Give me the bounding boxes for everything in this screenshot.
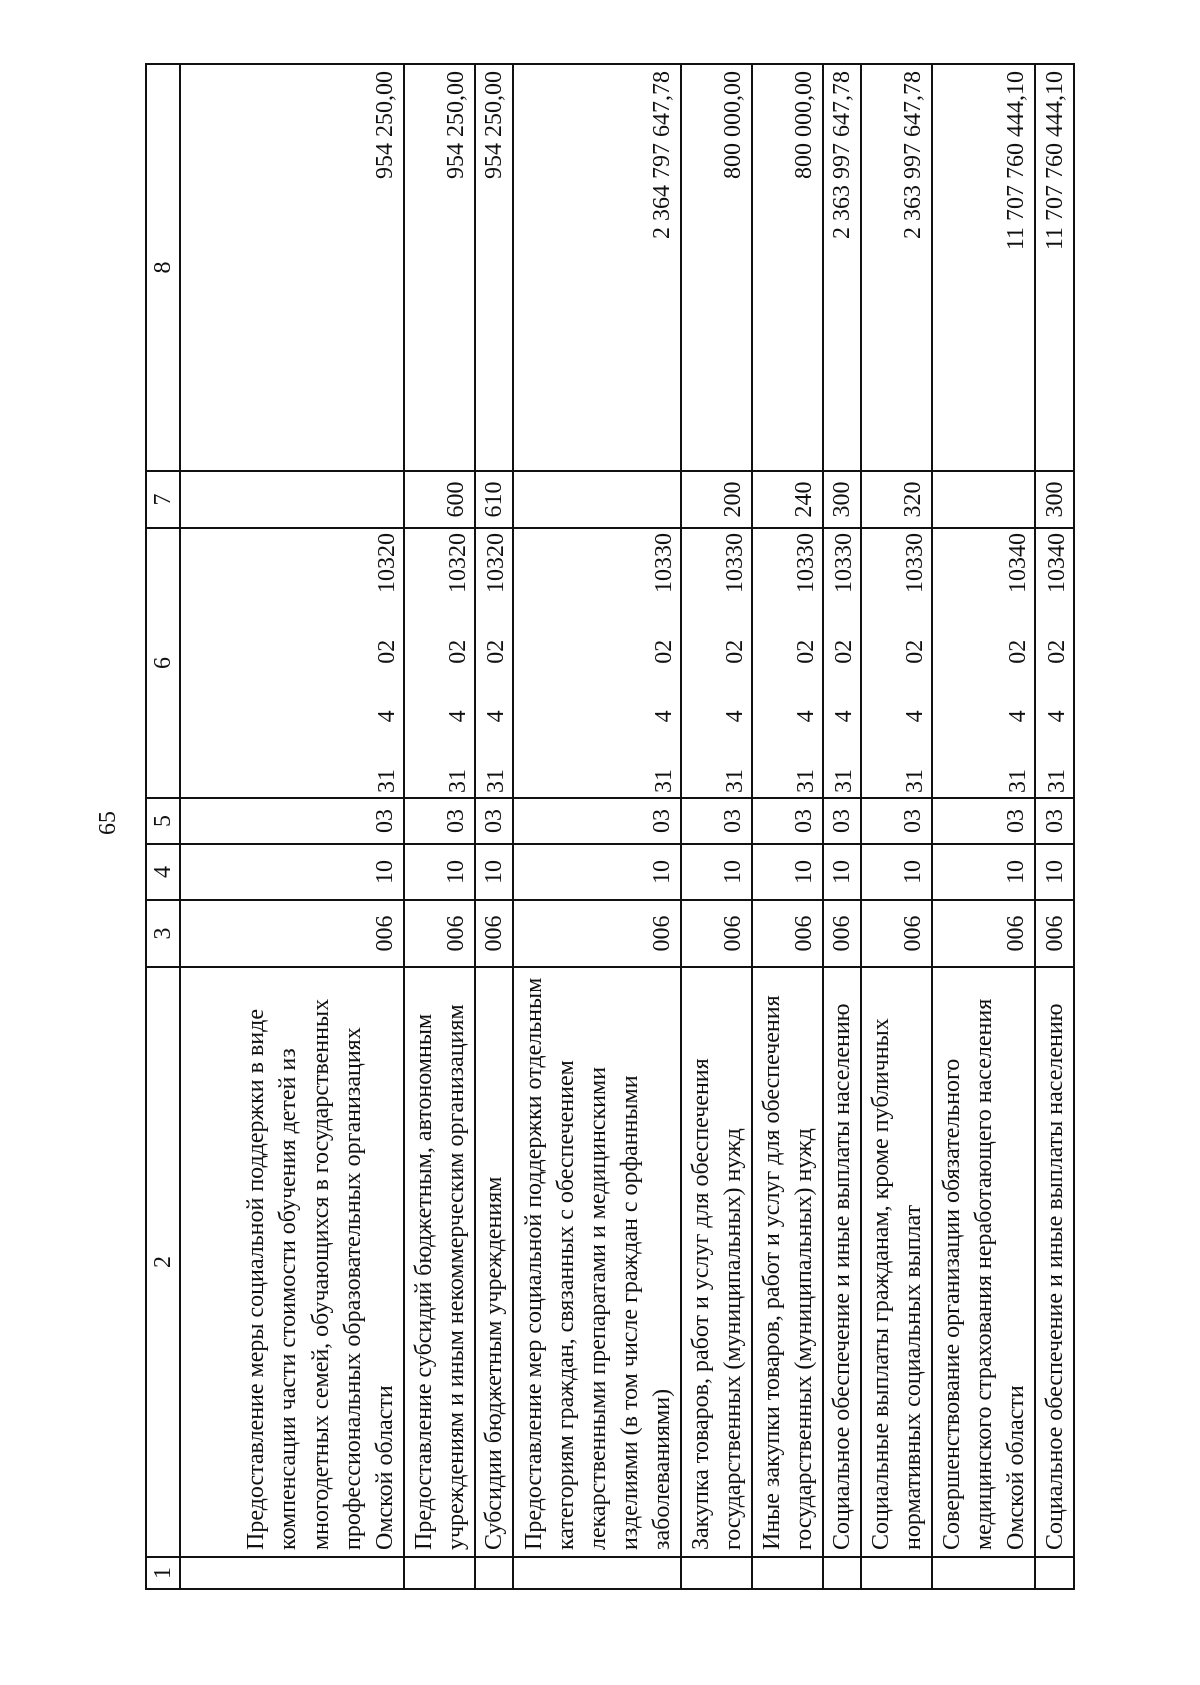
target-code-part: 10330 — [722, 533, 749, 594]
target-code-cell — [1035, 528, 1074, 798]
target-code-cell — [475, 528, 513, 798]
amount-cell: 2 363 997 647,78 — [823, 64, 861, 471]
table-header-row — [146, 64, 180, 1589]
code-cell-4: 10 — [475, 844, 513, 900]
row-number-cell — [823, 1557, 861, 1589]
code-cell-4: 10 — [404, 844, 475, 900]
amount-cell: 800 000,00 — [681, 64, 752, 471]
target-code-part: 02 — [483, 639, 510, 664]
code-cell-3: 006 — [861, 900, 932, 967]
expense-type-cell: 240 — [752, 471, 823, 528]
target-code-part: 4 — [792, 710, 819, 723]
amount-cell: 800 000,00 — [752, 64, 823, 471]
row-number-cell — [475, 1557, 513, 1589]
target-code-part: 02 — [902, 639, 929, 664]
header-cell-2: 2 — [146, 967, 180, 1557]
expense-type-cell: 200 — [681, 471, 752, 528]
target-code-part: 10330 — [651, 533, 678, 594]
description-cell: Предоставление мер социальной поддержки отдельным категориям граждан, связанных с обеспечением лекарственными препаратами и медицинскими изделиями (в том числе граждан с орфанными заболеваниями) — [513, 967, 681, 1557]
target-code-part: 10320 — [444, 533, 471, 594]
page-number: 65 — [95, 811, 121, 835]
target-code-part: 31 — [1043, 769, 1070, 793]
target-code-part: 10340 — [1043, 533, 1070, 594]
code-cell-3: 006 — [823, 900, 861, 967]
table-row — [475, 64, 513, 1589]
row-number-cell — [404, 1557, 475, 1589]
target-code-cell — [513, 528, 681, 798]
budget-table — [145, 63, 1075, 1590]
header-cell-6: 6 — [146, 528, 180, 798]
target-code-part: 02 — [373, 639, 400, 664]
target-code-part: 4 — [902, 710, 929, 723]
budget-table-container — [145, 65, 1075, 1590]
target-code-part: 10330 — [792, 533, 819, 594]
target-code-part: 31 — [902, 769, 929, 793]
header-cell-8: 8 — [146, 64, 180, 471]
description-cell: Предоставление субсидий бюджетным, автономным учреждениям и иным некоммерческим организациям — [404, 967, 475, 1557]
target-code-cell — [180, 528, 404, 798]
code-cell-4: 10 — [1035, 844, 1074, 900]
code-cell-3: 006 — [475, 900, 513, 967]
header-cell-1: 1 — [146, 1557, 180, 1589]
amount-cell: 11 707 760 444,10 — [932, 64, 1035, 471]
code-cell-4: 10 — [513, 844, 681, 900]
code-cell-4: 10 — [932, 844, 1035, 900]
description-cell: Социальное обеспечение и иные выплаты населению — [823, 967, 861, 1557]
target-code-cell — [932, 528, 1035, 798]
code-cell-5: 03 — [180, 798, 404, 844]
target-code-part: 4 — [831, 710, 858, 723]
table-row — [752, 64, 823, 1589]
table-row — [513, 64, 681, 1589]
row-number-cell — [752, 1557, 823, 1589]
target-code-part: 02 — [651, 639, 678, 664]
target-code-part: 31 — [444, 769, 471, 793]
target-code-part: 31 — [483, 769, 510, 793]
target-code-part: 4 — [483, 710, 510, 723]
target-code-cell — [681, 528, 752, 798]
amount-cell: 954 250,00 — [475, 64, 513, 471]
target-code-part: 31 — [1005, 769, 1032, 793]
table-row — [861, 64, 932, 1589]
code-cell-5: 03 — [1035, 798, 1074, 844]
code-cell-3: 006 — [681, 900, 752, 967]
expense-type-cell: 600 — [404, 471, 475, 528]
target-code-part: 02 — [1005, 639, 1032, 664]
row-number-cell — [681, 1557, 752, 1589]
row-number-cell — [861, 1557, 932, 1589]
expense-type-cell — [513, 471, 681, 528]
code-cell-4: 10 — [752, 844, 823, 900]
target-code-part: 4 — [722, 710, 749, 723]
code-cell-5: 03 — [475, 798, 513, 844]
row-number-cell — [1035, 1557, 1074, 1589]
description-cell: Совершенствование организации обязательного медицинского страхования неработающего населения Омской области — [932, 967, 1035, 1557]
target-code-part: 02 — [722, 639, 749, 664]
header-cell-5: 5 — [146, 798, 180, 844]
code-cell-5: 03 — [752, 798, 823, 844]
code-cell-4: 10 — [861, 844, 932, 900]
header-cell-4: 4 — [146, 844, 180, 900]
expense-type-cell: 610 — [475, 471, 513, 528]
expense-type-cell — [932, 471, 1035, 528]
header-cell-7: 7 — [146, 471, 180, 528]
amount-cell: 954 250,00 — [404, 64, 475, 471]
code-cell-3: 006 — [513, 900, 681, 967]
expense-type-cell — [180, 471, 404, 528]
target-code-part: 4 — [1043, 710, 1070, 723]
target-code-part: 10340 — [1005, 533, 1032, 594]
target-code-part: 4 — [651, 710, 678, 723]
row-number-cell — [513, 1557, 681, 1589]
row-number-cell — [932, 1557, 1035, 1589]
code-cell-5: 03 — [932, 798, 1035, 844]
code-cell-3: 006 — [180, 900, 404, 967]
target-code-part: 31 — [651, 769, 678, 793]
code-cell-3: 006 — [932, 900, 1035, 967]
target-code-part: 02 — [831, 639, 858, 664]
table-row — [180, 64, 404, 1589]
target-code-cell — [752, 528, 823, 798]
target-code-part: 02 — [792, 639, 819, 664]
amount-cell: 954 250,00 — [180, 64, 404, 471]
row-number-cell — [180, 1557, 404, 1589]
target-code-part: 10320 — [373, 533, 400, 594]
description-cell: Социальные выплаты гражданам, кроме публичных нормативных социальных выплат — [861, 967, 932, 1557]
description-cell: Предоставление меры социальной поддержки в виде компенсации части стоимости обучения детей из многодетных семей, обучающихся в государственных профессиональных образовательных организациях Омской области — [180, 967, 404, 1557]
amount-cell: 2 363 997 647,78 — [861, 64, 932, 471]
table-row — [1035, 64, 1074, 1589]
target-code-part: 31 — [722, 769, 749, 793]
table-row — [932, 64, 1035, 1589]
code-cell-3: 006 — [404, 900, 475, 967]
target-code-part: 4 — [373, 710, 400, 723]
target-code-part: 10330 — [831, 533, 858, 594]
table-row — [681, 64, 752, 1589]
target-code-part: 4 — [444, 710, 471, 723]
code-cell-4: 10 — [681, 844, 752, 900]
target-code-part: 10320 — [483, 533, 510, 594]
expense-type-cell: 320 — [861, 471, 932, 528]
code-cell-3: 006 — [752, 900, 823, 967]
description-cell: Иные закупки товаров, работ и услуг для обеспечения государственных (муниципальных) нужд — [752, 967, 823, 1557]
code-cell-5: 03 — [823, 798, 861, 844]
expense-type-cell: 300 — [823, 471, 861, 528]
description-cell: Закупка товаров, работ и услуг для обеспечения государственных (муниципальных) нужд — [681, 967, 752, 1557]
code-cell-5: 03 — [681, 798, 752, 844]
description-cell: Субсидии бюджетным учреждениям — [475, 967, 513, 1557]
code-cell-5: 03 — [861, 798, 932, 844]
target-code-part: 31 — [373, 769, 400, 793]
code-cell-5: 03 — [513, 798, 681, 844]
target-code-part: 4 — [1005, 710, 1032, 723]
table-row — [823, 64, 861, 1589]
description-cell: Социальное обеспечение и иные выплаты населению — [1035, 967, 1074, 1557]
target-code-part: 02 — [444, 639, 471, 664]
code-cell-5: 03 — [404, 798, 475, 844]
table-row — [404, 64, 475, 1589]
target-code-cell — [823, 528, 861, 798]
code-cell-3: 006 — [1035, 900, 1074, 967]
amount-cell: 11 707 760 444,10 — [1035, 64, 1074, 471]
target-code-cell — [861, 528, 932, 798]
target-code-part: 31 — [831, 769, 858, 793]
target-code-cell — [404, 528, 475, 798]
header-cell-3: 3 — [146, 900, 180, 967]
code-cell-4: 10 — [823, 844, 861, 900]
code-cell-4: 10 — [180, 844, 404, 900]
expense-type-cell: 300 — [1035, 471, 1074, 528]
amount-cell: 2 364 797 647,78 — [513, 64, 681, 471]
target-code-part: 02 — [1043, 639, 1070, 664]
target-code-part: 10330 — [902, 533, 929, 594]
target-code-part: 31 — [792, 769, 819, 793]
